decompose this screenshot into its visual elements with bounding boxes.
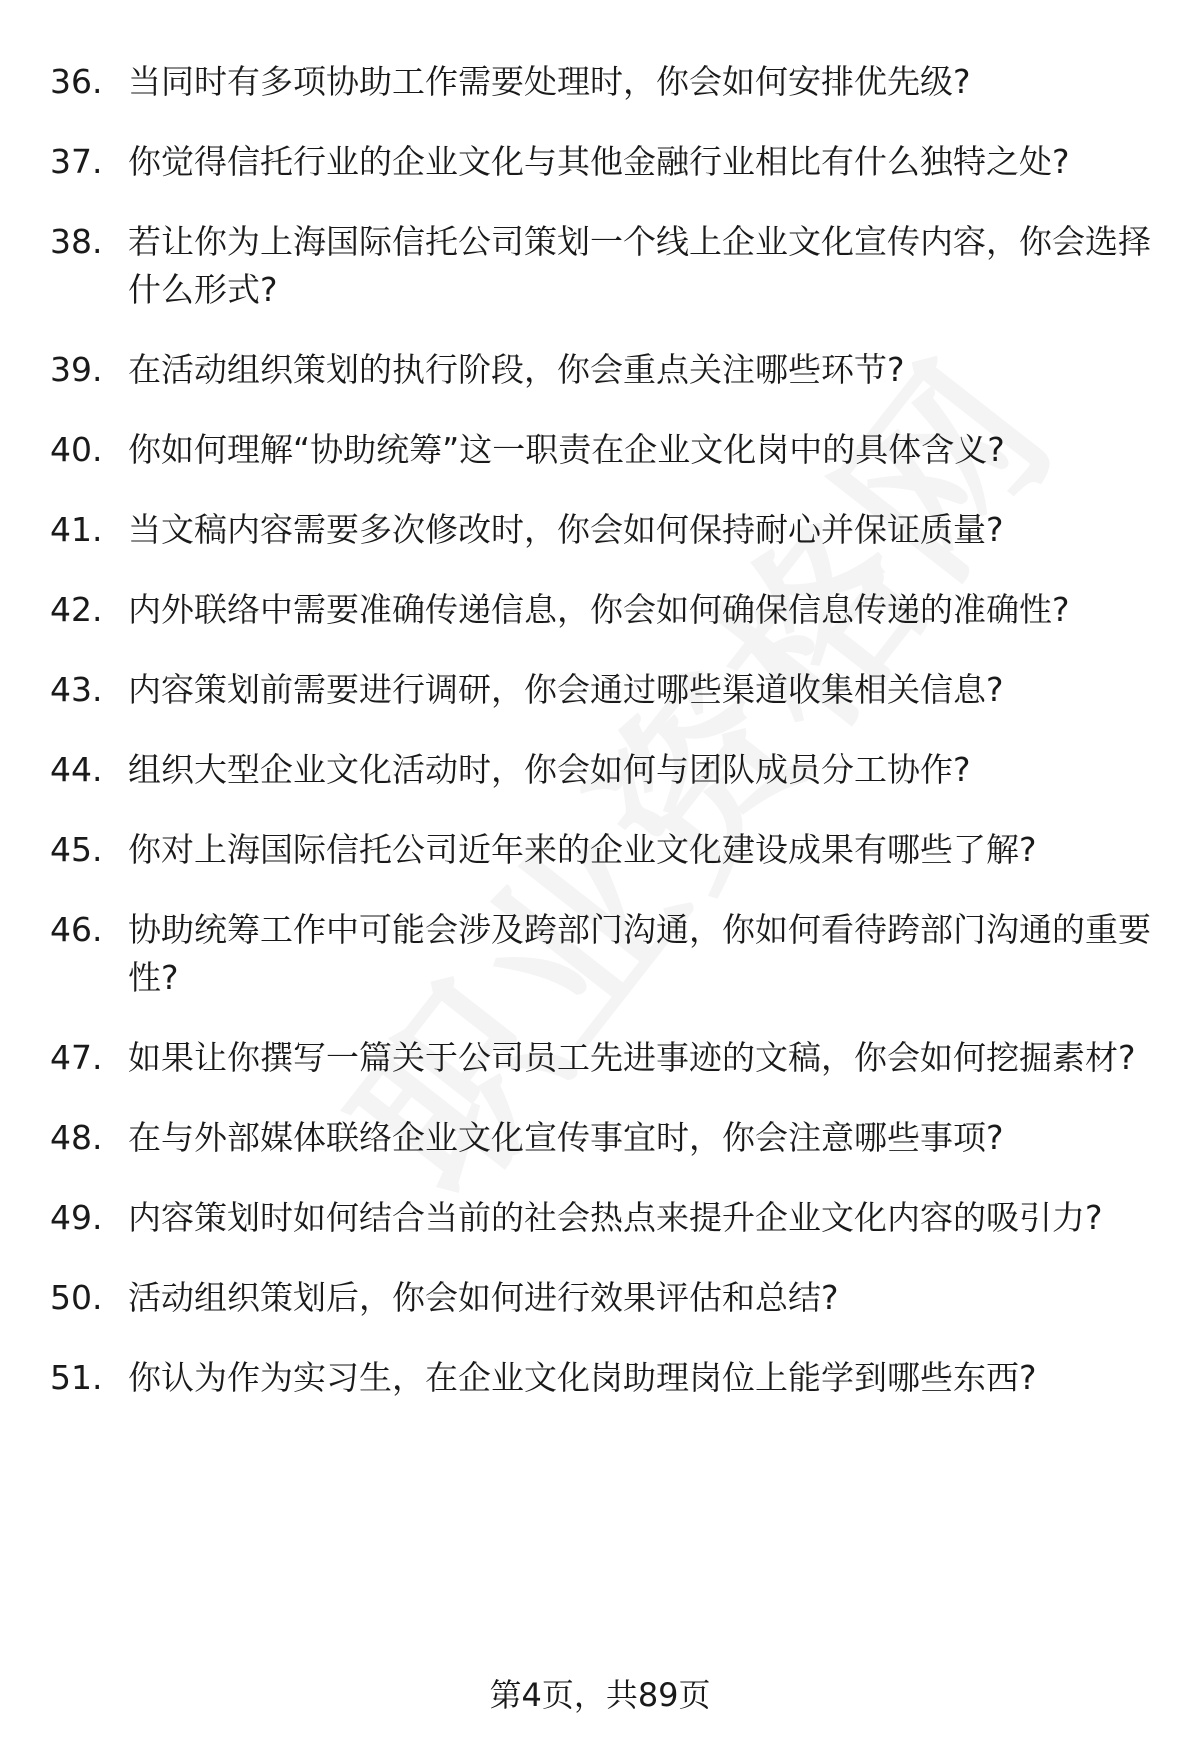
question-list	[50, 58, 1155, 1434]
question-text: 内容策划时如何结合当前的社会热点来提升企业文化内容的吸引力?	[128, 1198, 1103, 1237]
question-item	[50, 586, 1155, 634]
question-number: 50.	[50, 1278, 103, 1317]
question-text: 内容策划前需要进行调研，你会通过哪些渠道收集相关信息?	[128, 670, 1004, 709]
question-item	[50, 346, 1155, 394]
question-item	[50, 1114, 1155, 1162]
question-number: 42.	[50, 590, 103, 629]
question-number: 44.	[50, 750, 103, 789]
question-item	[50, 826, 1155, 874]
question-item	[50, 138, 1155, 186]
question-number: 46.	[50, 910, 103, 949]
question-number: 49.	[50, 1198, 103, 1237]
question-text: 如果让你撰写一篇关于公司员工先进事迹的文稿，你会如何挖掘素材?	[128, 1038, 1136, 1077]
question-text: 当同时有多项协助工作需要处理时，你会如何安排优先级?	[128, 62, 971, 101]
question-text: 协助统筹工作中可能会涉及跨部门沟通，你如何看待跨部门沟通的重要性?	[128, 910, 1151, 997]
question-item	[50, 58, 1155, 106]
question-text: 当文稿内容需要多次修改时，你会如何保持耐心并保证质量?	[128, 510, 1004, 549]
question-item	[50, 506, 1155, 554]
question-number: 43.	[50, 670, 103, 709]
question-number: 39.	[50, 350, 103, 389]
question-text: 内外联络中需要准确传递信息，你会如何确保信息传递的准确性?	[128, 590, 1070, 629]
question-text: 你觉得信托行业的企业文化与其他金融行业相比有什么独特之处?	[128, 142, 1070, 181]
question-text: 在活动组织策划的执行阶段，你会重点关注哪些环节?	[128, 350, 905, 389]
question-number: 36.	[50, 62, 103, 101]
question-text: 组织大型企业文化活动时，你会如何与团队成员分工协作?	[128, 750, 971, 789]
question-number: 40.	[50, 430, 103, 469]
question-number: 41.	[50, 510, 103, 549]
question-item	[50, 218, 1155, 314]
question-number: 51.	[50, 1358, 103, 1397]
page-indicator: 第4页，共89页	[489, 1676, 711, 1714]
question-number: 38.	[50, 222, 103, 261]
question-number: 45.	[50, 830, 103, 869]
question-item	[50, 426, 1155, 474]
question-text: 活动组织策划后，你会如何进行效果评估和总结?	[128, 1278, 839, 1317]
question-item	[50, 906, 1155, 1002]
question-item	[50, 1034, 1155, 1082]
question-number: 48.	[50, 1118, 103, 1157]
question-text: 你认为作为实习生，在企业文化岗助理岗位上能学到哪些东西?	[128, 1358, 1037, 1397]
question-text: 若让你为上海国际信托公司策划一个线上企业文化宣传内容，你会选择什么形式?	[128, 222, 1151, 309]
question-number: 47.	[50, 1038, 103, 1077]
question-item	[50, 1194, 1155, 1242]
question-text: 你如何理解“协助统筹”这一职责在企业文化岗中的具体含义?	[128, 430, 1005, 469]
question-item	[50, 1274, 1155, 1322]
question-item	[50, 1354, 1155, 1402]
question-number: 37.	[50, 142, 103, 181]
question-text: 在与外部媒体联络企业文化宣传事宜时，你会注意哪些事项?	[128, 1118, 1004, 1157]
question-item	[50, 746, 1155, 794]
question-item	[50, 666, 1155, 714]
question-text: 你对上海国际信托公司近年来的企业文化建设成果有哪些了解?	[128, 830, 1037, 869]
